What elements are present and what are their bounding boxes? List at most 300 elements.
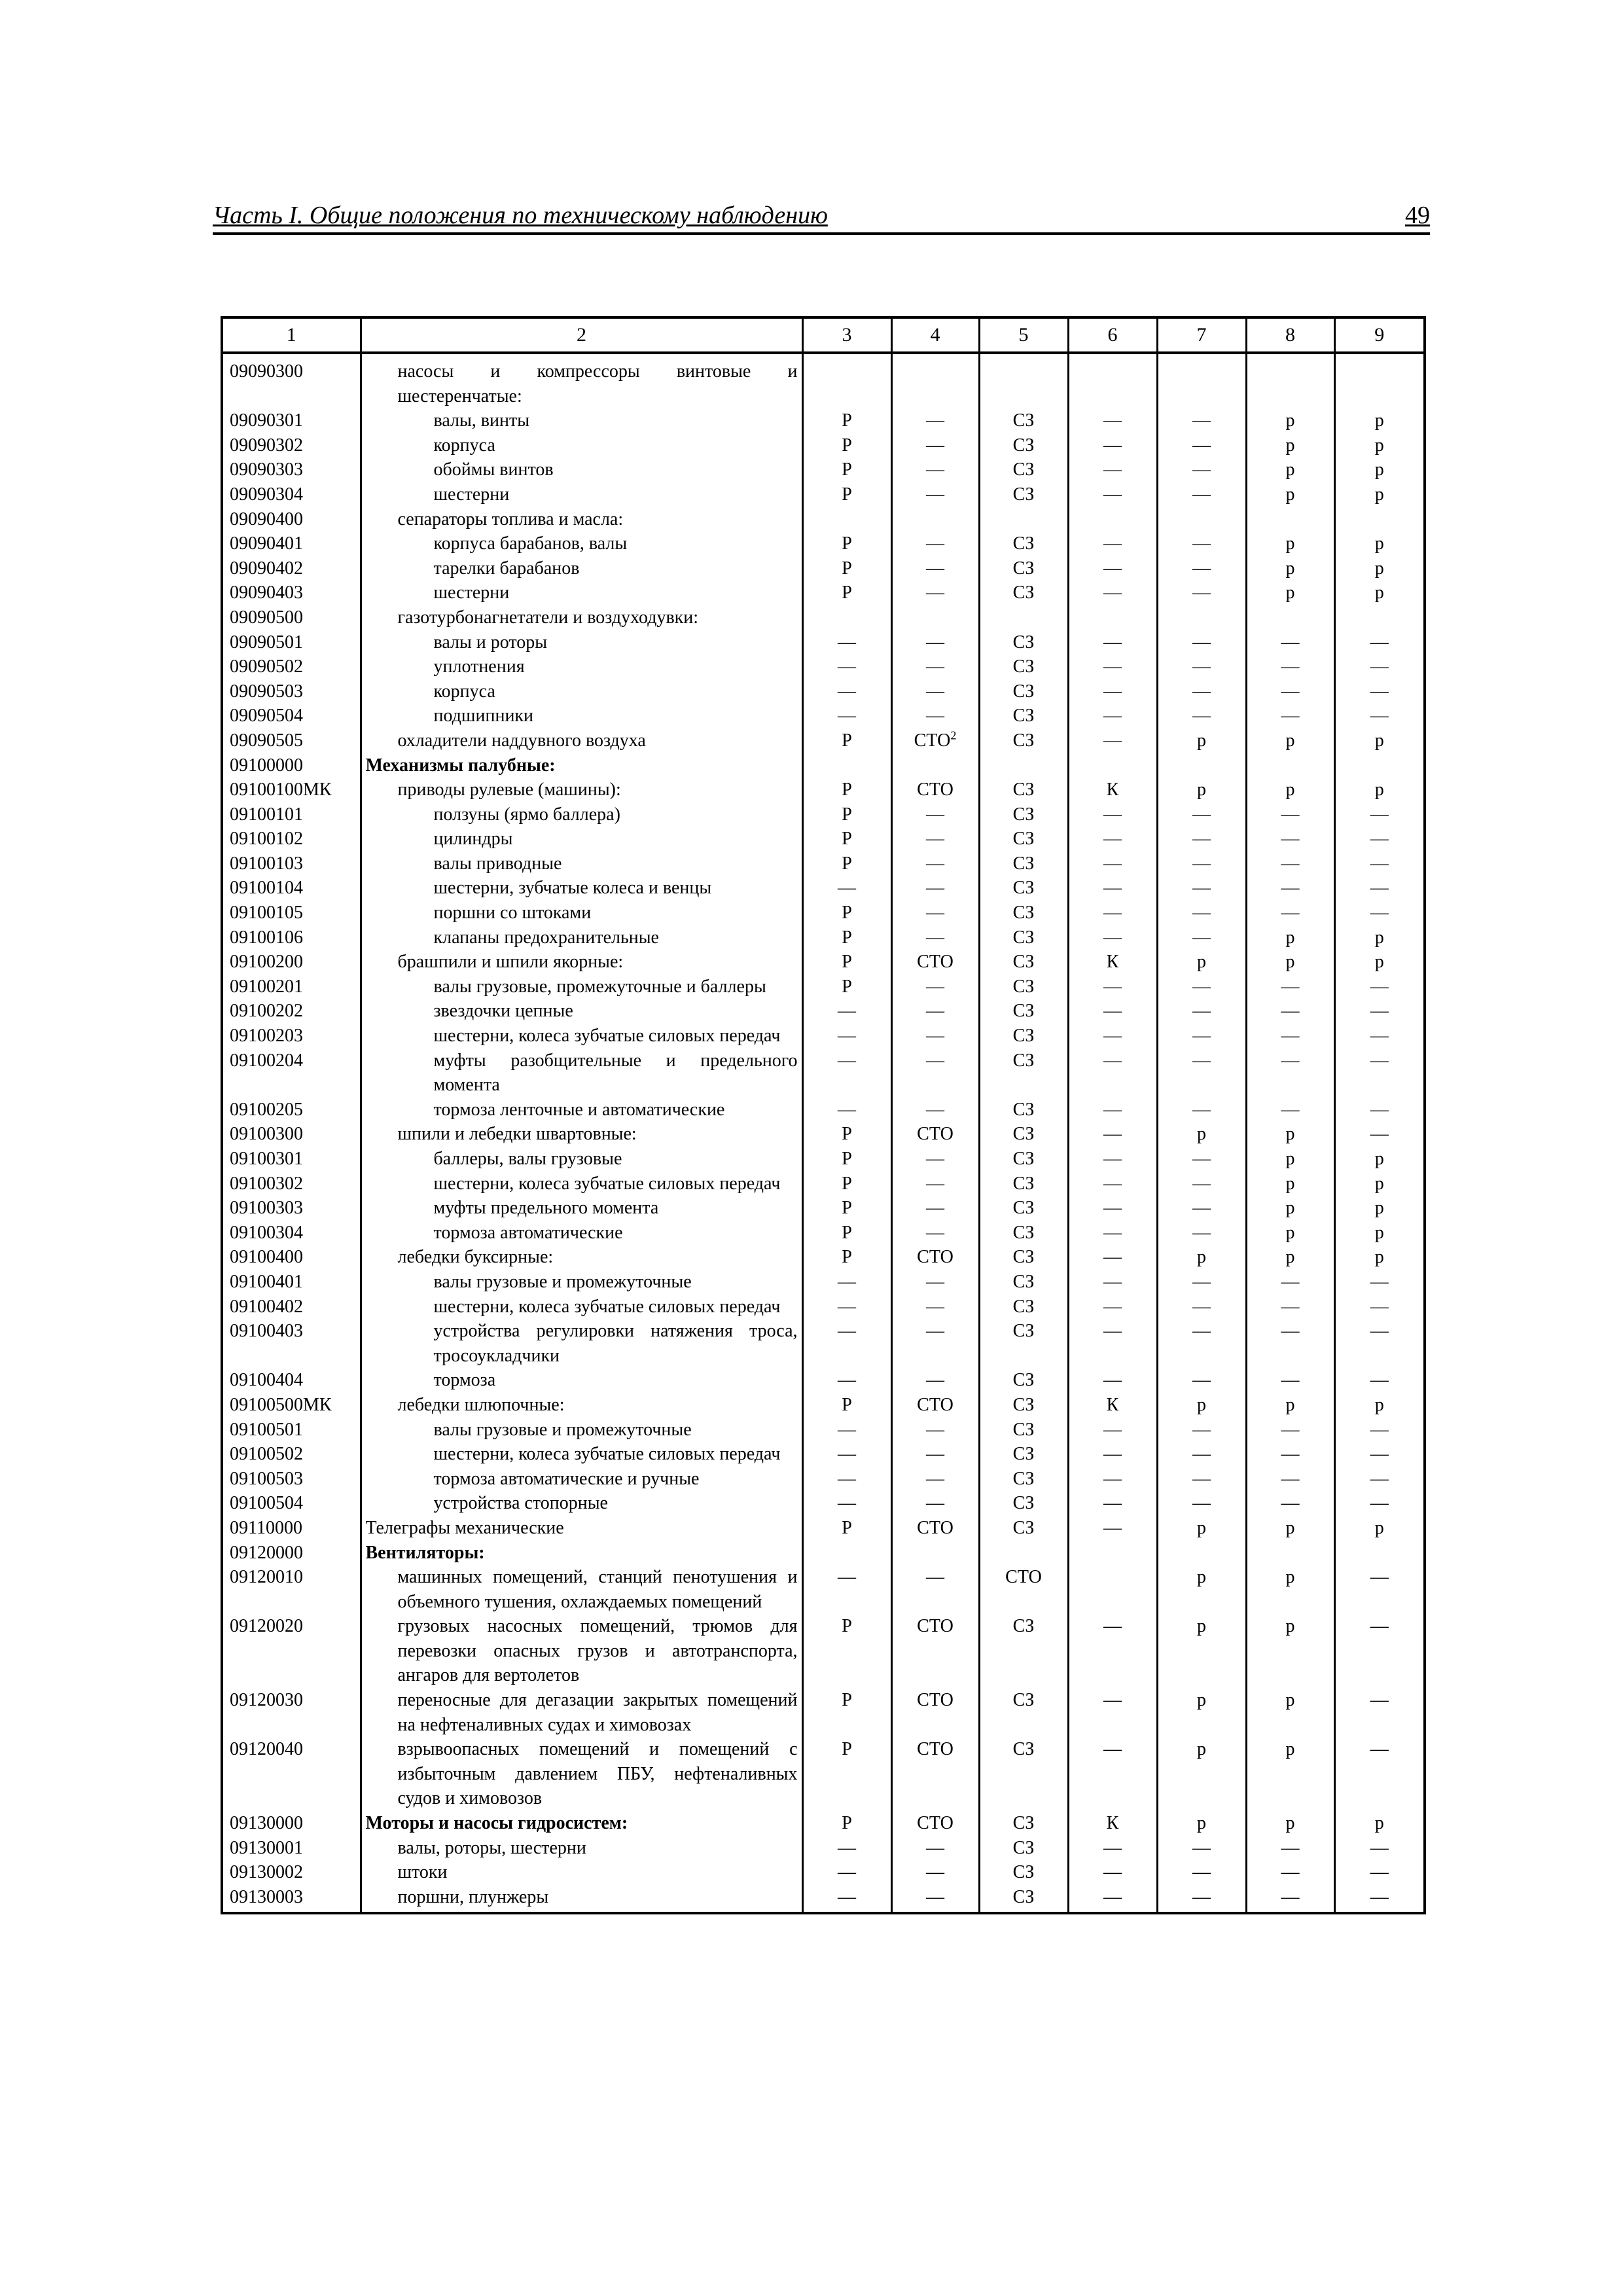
item-name-cell: устройства стопорные [361, 1491, 802, 1516]
value-text: — [1192, 1444, 1211, 1465]
value-text: СЗ [1012, 533, 1035, 554]
value-cell-c4 [891, 1811, 979, 1836]
value-cell-c5 [979, 457, 1068, 482]
value-cell-c7 [1157, 1024, 1246, 1049]
value-text: — [1103, 1616, 1122, 1637]
value-text: Р [842, 1124, 852, 1145]
value-text: Р [842, 1739, 852, 1760]
table-row [222, 556, 1425, 581]
value-text: р [1285, 1149, 1295, 1169]
value-text: СЗ [1012, 1247, 1035, 1268]
table-row [222, 778, 1425, 802]
value-text: Р [842, 1813, 852, 1834]
value-cell-c3 [802, 457, 891, 482]
value-cell-c8 [1246, 433, 1334, 458]
value-cell-c3 [802, 778, 891, 802]
value-text: р [1374, 730, 1384, 751]
value-text: СТО [917, 1813, 954, 1834]
value-text: — [1281, 1886, 1300, 1907]
value-cell-c5 [979, 925, 1068, 950]
value-cell-c7 [1157, 876, 1246, 901]
value-text: Р [842, 829, 852, 850]
item-code-cell: 09090402 [230, 558, 303, 579]
value-cell-c9 [1334, 827, 1425, 852]
value-text: р [1285, 1198, 1295, 1219]
table-row [222, 728, 1425, 753]
value-cell-c3 [802, 901, 891, 925]
column-header: 8 [1246, 317, 1334, 353]
value-cell-c5 [979, 704, 1068, 728]
value-text: Р [842, 1394, 852, 1415]
value-cell-c3 [802, 1541, 891, 1566]
value-cell-c4 [891, 433, 979, 458]
value-text: — [838, 1370, 856, 1391]
value-text: — [1103, 1690, 1122, 1711]
value-text: р [1285, 1222, 1295, 1243]
value-cell-c9 [1334, 1196, 1425, 1221]
item-name-cell: тарелки барабанов [361, 556, 802, 581]
value-cell-c6 [1068, 999, 1157, 1024]
value-cell-c4 [891, 1688, 979, 1737]
value-text: СТО [917, 1616, 954, 1637]
value-text: — [838, 1493, 856, 1514]
value-cell-c6 [1068, 1614, 1157, 1688]
value-text: — [1370, 1444, 1389, 1465]
value-cell-c9 [1334, 1688, 1425, 1737]
value-text: — [1281, 1001, 1300, 1022]
value-cell-c4 [891, 1295, 979, 1319]
value-cell-c8 [1246, 753, 1334, 778]
value-text: — [1370, 1124, 1389, 1145]
table-row [222, 1221, 1425, 1246]
value-cell-c3 [802, 433, 891, 458]
value-text: — [1103, 1247, 1122, 1268]
value-cell-c4 [891, 704, 979, 728]
value-cell-c6 [1068, 353, 1157, 408]
item-code-cell: 09100402 [230, 1296, 303, 1317]
value-text: — [1103, 435, 1122, 456]
table-row [222, 1245, 1425, 1270]
value-text: — [926, 1444, 944, 1465]
item-name-cell: обоймы винтов [361, 457, 802, 482]
value-cell-c4 [891, 1836, 979, 1861]
value-text: — [1192, 1837, 1211, 1858]
value-text: — [926, 410, 944, 431]
value-cell-c5 [979, 901, 1068, 925]
item-name-cell: ползуны (ярмо баллера) [361, 802, 802, 827]
value-text: — [1370, 1001, 1389, 1022]
value-cell-c7 [1157, 1860, 1246, 1885]
value-cell-c7 [1157, 1418, 1246, 1443]
item-code-cell: 09100400 [230, 1247, 303, 1268]
value-cell-c9 [1334, 353, 1425, 408]
value-text: — [926, 878, 944, 899]
value-text: СЗ [1012, 1099, 1035, 1120]
item-name-cell: приводы рулевые (машины): [361, 778, 802, 802]
value-text: — [1370, 1099, 1389, 1120]
value-cell-c9 [1334, 1418, 1425, 1443]
value-cell-c8 [1246, 1393, 1334, 1418]
value-text: р [1374, 1517, 1384, 1538]
table-row [222, 1442, 1425, 1467]
item-name-cell: валы, роторы, шестерни [361, 1836, 802, 1861]
item-name-cell: шестерни, колеса зубчатые силовых передач [361, 1172, 802, 1196]
value-cell-c4 [891, 1049, 979, 1098]
value-cell-c4 [891, 975, 979, 999]
value-cell-c3 [802, 852, 891, 876]
item-name-cell: лебедки шлюпочные: [361, 1393, 802, 1418]
value-cell-c8 [1246, 728, 1334, 753]
value-text: СТО [917, 780, 954, 800]
value-text: р [1197, 952, 1206, 973]
value-cell-c9 [1334, 1491, 1425, 1516]
value-cell-c3 [802, 1467, 891, 1492]
value-text: СТО [917, 1124, 954, 1145]
value-text: р [1285, 1173, 1295, 1194]
value-text: — [926, 903, 944, 924]
value-text: — [1103, 484, 1122, 505]
value-cell-c8 [1246, 1885, 1334, 1914]
value-text: р [1285, 583, 1295, 603]
value-cell-c8 [1246, 353, 1334, 408]
value-text: — [1103, 730, 1122, 751]
value-text: р [1285, 1616, 1295, 1637]
value-text: — [838, 1419, 856, 1440]
value-cell-c9 [1334, 1836, 1425, 1861]
value-text: СЗ [1012, 632, 1035, 653]
value-text: СЗ [1012, 780, 1035, 800]
value-text: СЗ [1012, 1198, 1035, 1219]
value-cell-c8 [1246, 1688, 1334, 1737]
value-cell-c6 [1068, 901, 1157, 925]
table-row [222, 1737, 1425, 1811]
value-cell-c9 [1334, 778, 1425, 802]
value-text: — [1192, 1321, 1211, 1342]
value-text: — [1281, 1050, 1300, 1071]
value-text: — [1370, 1690, 1389, 1711]
value-text: — [1281, 903, 1300, 924]
value-cell-c6 [1068, 1049, 1157, 1098]
value-cell-c6 [1068, 1885, 1157, 1914]
value-text: — [1192, 632, 1211, 653]
value-cell-c7 [1157, 778, 1246, 802]
value-cell-c8 [1246, 1196, 1334, 1221]
value-cell-c9 [1334, 1147, 1425, 1172]
value-text: — [1103, 829, 1122, 850]
value-cell-c6 [1068, 482, 1157, 507]
value-cell-c5 [979, 1368, 1068, 1393]
value-cell-c7 [1157, 1811, 1246, 1836]
value-text: СЗ [1012, 1444, 1035, 1465]
value-text: СЗ [1012, 1001, 1035, 1022]
value-text: — [1370, 1493, 1389, 1514]
value-text: — [1281, 1862, 1300, 1883]
value-text: — [1192, 656, 1211, 677]
item-code-cell: 09100304 [230, 1222, 303, 1243]
value-cell-c8 [1246, 802, 1334, 827]
table-row [222, 704, 1425, 728]
value-text: — [1370, 681, 1389, 702]
value-cell-c5 [979, 1860, 1068, 1885]
value-cell-c5 [979, 802, 1068, 827]
value-text: СЗ [1012, 730, 1035, 751]
item-name-cell: валы приводные [361, 852, 802, 876]
value-cell-c6 [1068, 630, 1157, 655]
value-cell-c3 [802, 581, 891, 605]
value-text: Р [842, 927, 852, 948]
value-cell-c6 [1068, 876, 1157, 901]
value-cell-c3 [802, 1196, 891, 1221]
value-cell-c9 [1334, 1098, 1425, 1122]
value-text: — [838, 1271, 856, 1292]
item-code-cell: 09120040 [230, 1739, 303, 1760]
value-text: — [926, 583, 944, 603]
value-text: р [1285, 410, 1295, 431]
value-text: — [1370, 853, 1389, 874]
item-name-cell: шпили и лебедки швартовные: [361, 1122, 802, 1147]
value-text: — [1103, 656, 1122, 677]
value-text: — [838, 706, 856, 726]
value-text: — [926, 1493, 944, 1514]
item-code-cell: 09100502 [230, 1444, 303, 1465]
value-cell-c4 [891, 1614, 979, 1688]
item-code-cell: 09090304 [230, 484, 303, 505]
value-cell-c3 [802, 925, 891, 950]
value-cell-c7 [1157, 704, 1246, 728]
item-name-cell: валы грузовые, промежуточные и баллеры [361, 975, 802, 999]
value-text: СЗ [1012, 1026, 1035, 1047]
value-cell-c5 [979, 433, 1068, 458]
value-text: — [838, 656, 856, 677]
value-text: — [838, 1444, 856, 1465]
value-text: Р [842, 1198, 852, 1219]
value-cell-c7 [1157, 999, 1246, 1024]
item-name-cell: штоки [361, 1860, 802, 1885]
value-text: — [926, 1419, 944, 1440]
value-cell-c5 [979, 605, 1068, 630]
value-text: — [1192, 976, 1211, 997]
value-cell-c8 [1246, 679, 1334, 704]
value-cell-c5 [979, 778, 1068, 802]
value-cell-c8 [1246, 827, 1334, 852]
item-code-cell: 09090505 [230, 730, 303, 751]
item-name-cell: валы, винты [361, 408, 802, 433]
value-text: СЗ [1012, 558, 1035, 579]
value-text: — [1370, 1296, 1389, 1317]
value-cell-c7 [1157, 827, 1246, 852]
value-cell-c5 [979, 408, 1068, 433]
item-code-cell: 09090400 [230, 509, 303, 529]
value-cell-c8 [1246, 876, 1334, 901]
item-name-cell: шестерни, колеса зубчатые силовых передач [361, 1295, 802, 1319]
item-name-cell: грузовых насосных помещений, трюмов для перевозки опасных грузов и автотранспорта, ангаров для вертолетов [361, 1614, 802, 1688]
value-cell-c9 [1334, 1368, 1425, 1393]
value-text: — [1103, 533, 1122, 554]
table-row [222, 482, 1425, 507]
table-row [222, 655, 1425, 679]
value-text: р [1197, 1616, 1206, 1637]
value-cell-c8 [1246, 1098, 1334, 1122]
value-cell-c3 [802, 1098, 891, 1122]
value-cell-c8 [1246, 408, 1334, 433]
footnote-marker: 2 [950, 728, 957, 742]
value-cell-c9 [1334, 1541, 1425, 1566]
value-text: — [1370, 706, 1389, 726]
value-cell-c3 [802, 1319, 891, 1368]
item-name-cell: валы и роторы [361, 630, 802, 655]
value-cell-c9 [1334, 581, 1425, 605]
item-code-cell: 09100101 [230, 804, 303, 825]
value-cell-c5 [979, 482, 1068, 507]
value-text: р [1374, 435, 1384, 456]
value-cell-c3 [802, 802, 891, 827]
value-cell-c7 [1157, 1467, 1246, 1492]
value-text: — [1370, 1739, 1389, 1760]
value-cell-c4 [891, 1541, 979, 1566]
value-text: — [1281, 1493, 1300, 1514]
item-name-cell: Механизмы палубные: [361, 753, 802, 778]
value-cell-c3 [802, 1565, 891, 1614]
item-name-cell: насосы и компрессоры винтовые и шестеренчатые: [361, 353, 802, 408]
value-text: СТО [917, 952, 954, 973]
table-row [222, 1885, 1425, 1914]
value-cell-c5 [979, 1098, 1068, 1122]
value-text: — [1281, 1026, 1300, 1047]
value-cell-c7 [1157, 1565, 1246, 1614]
item-name-cell: шестерни [361, 482, 802, 507]
value-text: СЗ [1012, 1394, 1035, 1415]
table-row [222, 802, 1425, 827]
value-text: — [1192, 1050, 1211, 1071]
value-cell-c3 [802, 1270, 891, 1295]
value-cell-c9 [1334, 999, 1425, 1024]
column-header: 6 [1068, 317, 1157, 353]
value-text: СЗ [1012, 878, 1035, 899]
value-text: — [1192, 829, 1211, 850]
value-text: СЗ [1012, 1222, 1035, 1243]
value-text: Р [842, 1616, 852, 1637]
value-text: Р [842, 976, 852, 997]
value-text: — [1281, 632, 1300, 653]
value-text: СЗ [1012, 656, 1035, 677]
value-text: — [926, 1026, 944, 1047]
value-text: — [1281, 1419, 1300, 1440]
item-code-cell: 09090502 [230, 656, 303, 677]
column-header: 4 [891, 317, 979, 353]
value-text: СТО [917, 1739, 954, 1760]
value-cell-c3 [802, 1147, 891, 1172]
value-cell-c3 [802, 999, 891, 1024]
item-code-cell: 09090504 [230, 706, 303, 726]
value-text: — [1281, 1296, 1300, 1317]
value-text: — [838, 1862, 856, 1883]
value-cell-c8 [1246, 925, 1334, 950]
value-text: — [1370, 1271, 1389, 1292]
value-cell-c8 [1246, 1024, 1334, 1049]
value-cell-c8 [1246, 1221, 1334, 1246]
item-code-cell: 09100102 [230, 829, 303, 850]
value-text: — [926, 706, 944, 726]
value-text: р [1285, 1813, 1295, 1834]
value-text: Р [842, 952, 852, 973]
item-code-cell: 09090503 [230, 681, 303, 702]
value-cell-c3 [802, 1614, 891, 1688]
value-cell-c7 [1157, 1491, 1246, 1516]
item-name-cell: баллеры, валы грузовые [361, 1147, 802, 1172]
value-cell-c4 [891, 728, 979, 753]
value-cell-c3 [802, 679, 891, 704]
value-cell-c7 [1157, 852, 1246, 876]
table-row [222, 581, 1425, 605]
value-cell-c7 [1157, 605, 1246, 630]
value-cell-c7 [1157, 630, 1246, 655]
item-code-cell: 09110000 [230, 1517, 302, 1538]
value-cell-c6 [1068, 1024, 1157, 1049]
value-text: СЗ [1012, 1296, 1035, 1317]
value-cell-c5 [979, 556, 1068, 581]
value-text: СТО [917, 1394, 954, 1415]
value-cell-c4 [891, 753, 979, 778]
value-text: — [926, 976, 944, 997]
value-text: — [926, 853, 944, 874]
value-cell-c3 [802, 704, 891, 728]
value-cell-c7 [1157, 1098, 1246, 1122]
value-cell-c3 [802, 728, 891, 753]
value-cell-c3 [802, 556, 891, 581]
value-text: Р [842, 1517, 852, 1538]
value-cell-c5 [979, 1270, 1068, 1295]
value-text: — [1281, 804, 1300, 825]
value-cell-c9 [1334, 728, 1425, 753]
value-text: — [926, 1862, 944, 1883]
item-code-cell: 09100106 [230, 927, 303, 948]
value-text: — [1103, 1468, 1122, 1489]
value-cell-c5 [979, 531, 1068, 556]
value-text: — [1192, 583, 1211, 603]
value-cell-c9 [1334, 1172, 1425, 1196]
value-cell-c6 [1068, 556, 1157, 581]
value-text: — [926, 558, 944, 579]
value-cell-c5 [979, 950, 1068, 975]
value-cell-c6 [1068, 581, 1157, 605]
value-text: — [1281, 1099, 1300, 1120]
value-cell-c9 [1334, 704, 1425, 728]
value-cell-c3 [802, 1688, 891, 1737]
value-text: — [926, 1321, 944, 1342]
value-cell-c9 [1334, 556, 1425, 581]
value-cell-c9 [1334, 975, 1425, 999]
item-name-cell: лебедки буксирные: [361, 1245, 802, 1270]
value-cell-c5 [979, 1245, 1068, 1270]
value-text: К [1106, 952, 1119, 973]
item-code-cell: 09130002 [230, 1862, 303, 1883]
value-cell-c7 [1157, 1245, 1246, 1270]
value-cell-c5 [979, 1467, 1068, 1492]
value-text: — [1103, 1493, 1122, 1514]
value-cell-c8 [1246, 1295, 1334, 1319]
value-cell-c6 [1068, 1368, 1157, 1393]
value-cell-c5 [979, 1811, 1068, 1836]
value-text: — [1103, 1862, 1122, 1883]
equipment-table-wrapper [221, 316, 1426, 1914]
value-cell-c9 [1334, 1516, 1425, 1541]
item-name-cell: машинных помещений, станций пенотушения и объемного тушения, охлаждаемых помещений [361, 1565, 802, 1614]
value-cell-c4 [891, 1098, 979, 1122]
value-text: СЗ [1012, 459, 1035, 480]
value-cell-c9 [1334, 679, 1425, 704]
value-text: р [1285, 1690, 1295, 1711]
value-text: СЗ [1012, 829, 1035, 850]
